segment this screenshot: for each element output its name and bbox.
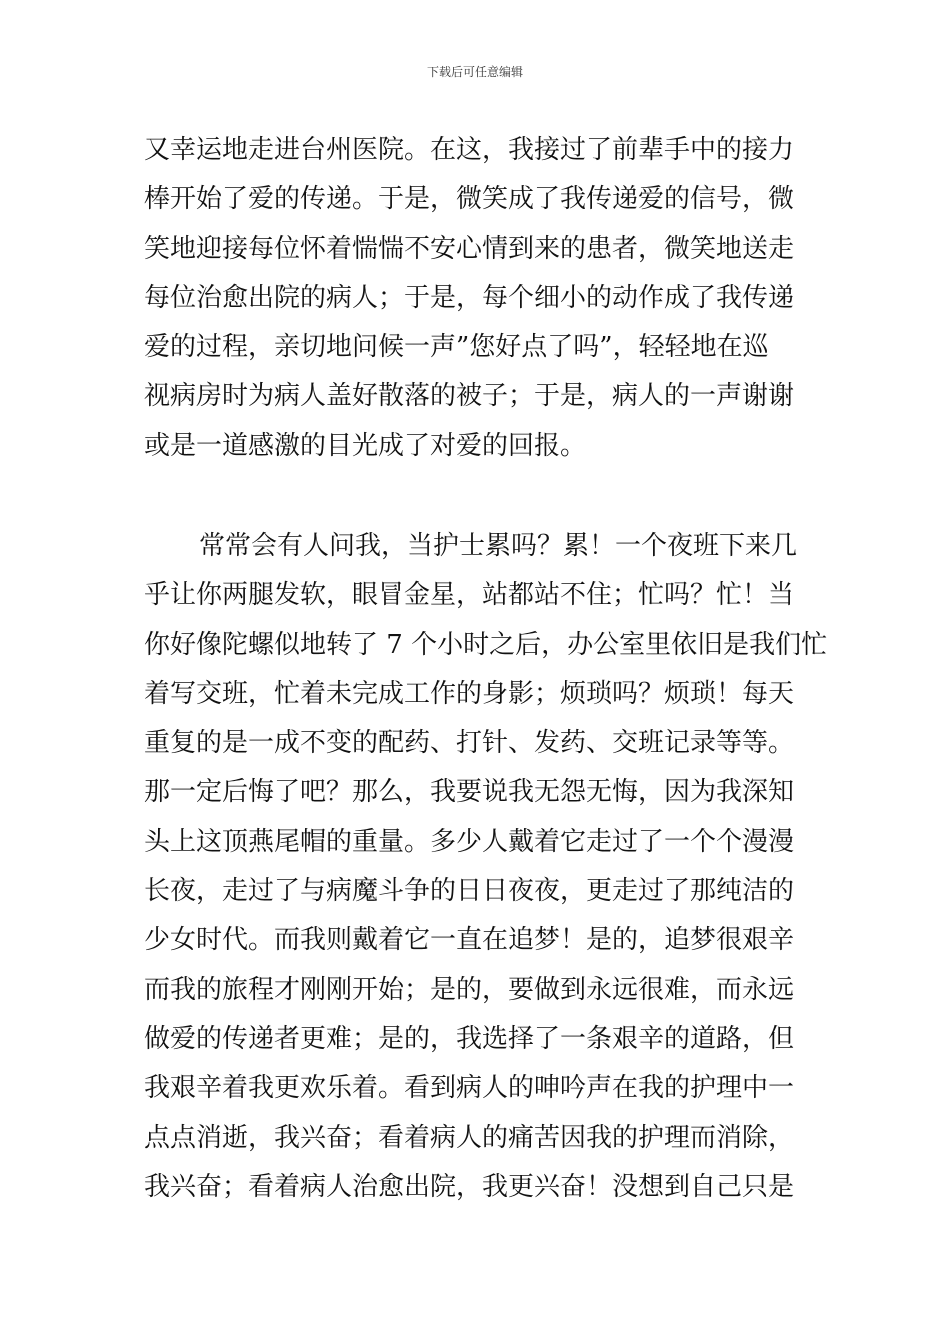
paragraph-2-line: 着写交班，忙着未完成工作的身影；烦琐吗？烦琐！每天 — [144, 678, 795, 709]
paragraph-2-line: 点点消逝，我兴奋；看着病人的痛苦因我的护理而消除， — [144, 1122, 795, 1153]
paragraph-2-line: 我兴奋；看着病人治愈出院，我更兴奋！没想到自己只是 — [144, 1171, 795, 1202]
paragraph-2-line: 头上这顶燕尾帽的重量。多少人戴着它走过了一个个漫漫 — [144, 826, 795, 857]
paragraph-1-line: 笑地迎接每位怀着惴惴不安心情到来的患者，微笑地送走 — [144, 233, 795, 264]
paragraph-2-line: 重复的是一成不变的配药、打针、发药、交班记录等等。 — [144, 728, 795, 759]
paragraph-1-line: 爱的过程，亲切地问候一声”您好点了吗”，轻轻地在巡 — [144, 332, 769, 363]
paragraph-2-line: 常常会有人问我，当护士累吗？累！一个夜班下来几 — [199, 531, 798, 561]
paragraph-2 — [144, 522, 828, 1212]
paragraph-2-line: 长夜，走过了与病魔斗争的日日夜夜，更走过了那纯洁的 — [144, 876, 795, 907]
paragraph-1-line: 或是一道感激的目光成了对爱的回报。 — [144, 430, 587, 461]
paragraph-2-line: 少女时代。而我则戴着它一直在追梦！是的，追梦很艰辛 — [144, 925, 795, 956]
page-header: 下载后可任意编辑 — [426, 65, 523, 79]
paragraph-2-line: 那一定后悔了吧？那么，我要说我无怨无悔，因为我深知 — [144, 777, 795, 808]
paragraph-2-line: 你好像陀螺似地转了 7 个小时之后，办公室里依旧是我们忙 — [144, 629, 828, 660]
paragraph-2-line: 做爱的传递者更难；是的，我选择了一条艰辛的道路，但 — [144, 1023, 795, 1054]
paragraph-1-line: 棒开始了爱的传递。于是，微笑成了我传递爱的信号，微 — [144, 184, 795, 215]
paragraph-1-line: 又幸运地走进台州医院。在这，我接过了前辈手中的接力 — [144, 135, 795, 165]
paragraph-2-line: 而我的旅程才刚刚开始；是的，要做到永远很难，而永远 — [144, 974, 795, 1005]
paragraph-1-line: 视病房时为病人盖好散落的被子；于是，病人的一声谢谢 — [144, 381, 795, 412]
paragraph-2-line: 我艰辛着我更欢乐着。看到病人的呻吟声在我的护理中一 — [144, 1073, 795, 1104]
paragraph-1-line: 每位治愈出院的病人；于是，每个细小的动作成了我传递 — [144, 282, 795, 313]
paragraph-1 — [144, 126, 824, 471]
paragraph-2-line: 乎让你两腿发软，眼冒金星，站都站不住；忙吗？忙！当 — [144, 580, 795, 611]
